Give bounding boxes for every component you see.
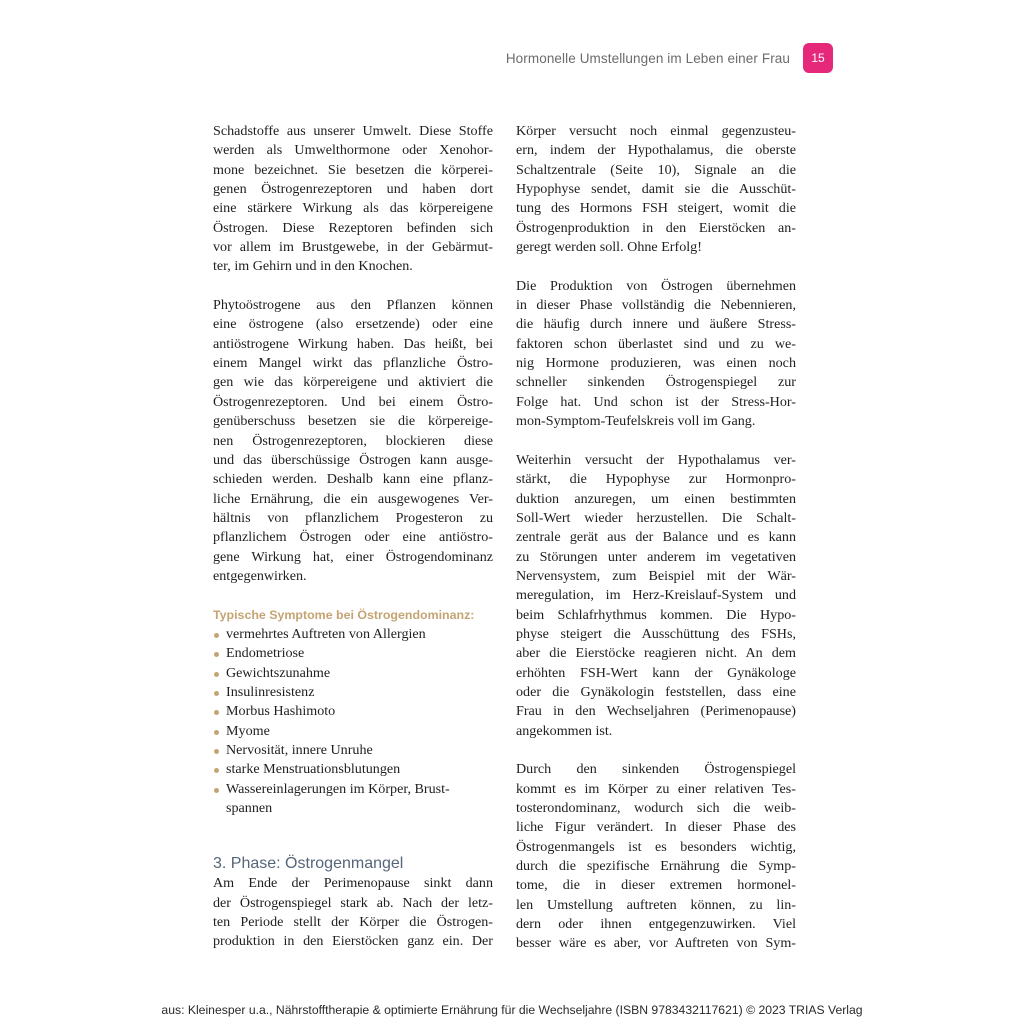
text-line: Östrogen. Diese Rezeptoren befinden sich xyxy=(213,219,493,236)
text-line: gene Wirkung hat, einer Östrogendominanz xyxy=(213,548,493,565)
text-line: die häufig durch innere und äußere Stress- xyxy=(516,316,796,333)
symptom-text: Nervosität, innere Unruhe xyxy=(226,742,373,758)
text-line: mone bezeichnet. Sie besetzen die körperei- xyxy=(213,161,493,178)
text-line: mon-Symptom-Teufelskreis voll im Gang. xyxy=(516,413,756,430)
text-line: Östrogenmangels ist es besonders wichtig, xyxy=(516,838,796,855)
symptom-text: vermehrtes Auftreten von Allergien xyxy=(226,625,426,642)
text-line: erhöhten FSH-Wert kann der Gynäkologe xyxy=(516,664,796,681)
text-line: ter, im Gehirn und in den Knochen. xyxy=(213,258,413,275)
text-line: antiöstrogene Wirkung haben. Das heißt, bei xyxy=(213,335,493,352)
text-line: Nervensystem, zum Beispiel mit der Wär- xyxy=(516,567,796,584)
text-line: schieden werden. Deshalb kann eine pflanz- xyxy=(213,471,493,488)
symptom-item xyxy=(213,664,493,683)
symptoms-heading: Typische Symptome bei Östrogendominanz: xyxy=(213,607,475,622)
text-line: aber die Eierstöcke reagieren nicht. An dem xyxy=(516,645,796,662)
body-paragraph xyxy=(516,277,796,432)
text-line: schneller sinkenden Östrogenspiegel zur xyxy=(516,374,796,391)
text-line: zu Störungen unter anderem im vegetativen xyxy=(516,548,796,565)
bullet-icon xyxy=(214,633,219,638)
left-column xyxy=(213,122,493,971)
text-line: tosterondominanz, wodurch sich die weib- xyxy=(516,800,796,817)
text-line: dern oder ihnen entgegenzuwirken. Viel xyxy=(516,916,796,933)
bullet-icon xyxy=(214,652,219,657)
text-line: duktion anzuregen, um einen bestimmten xyxy=(516,490,796,507)
text-line: geregt werden soll. Ohne Erfolg! xyxy=(516,239,702,256)
text-line: gen wie das körpereigene und aktiviert die xyxy=(213,374,493,391)
symptom-item xyxy=(213,722,493,741)
text-line: vor allem im Brustgewebe, in der Gebärmut- xyxy=(213,239,493,256)
text-line: angekommen ist. xyxy=(516,722,613,739)
symptom-item xyxy=(213,644,493,663)
symptom-text: spannen xyxy=(226,800,273,817)
text-line: genen Östrogenrezeptoren und haben dort xyxy=(213,181,493,198)
symptom-text: Wassereinlagerungen im Körper, Brust- xyxy=(226,780,450,797)
text-line: faktoren schon überlastet sind und zu we- xyxy=(516,335,796,352)
text-line: ten Periode stellt der Körper die Östrogen- xyxy=(213,914,493,931)
symptom-text: Gewichtszunahme xyxy=(226,664,331,681)
text-line: tung des Hormons FSH steigert, womit die xyxy=(516,200,796,217)
bullet-icon xyxy=(214,730,219,735)
text-line: Am Ende der Perimenopause sinkt dann xyxy=(213,875,493,892)
symptom-text: Morbus Hashimoto xyxy=(226,703,336,720)
body-paragraph xyxy=(213,296,493,586)
text-line: Soll-Wert wieder herzustellen. Die Schalt- xyxy=(516,509,796,526)
text-line: Schaltzentrale (Seite 10), Signale an die xyxy=(516,161,796,178)
body-paragraph xyxy=(213,122,493,277)
symptom-text: starke Menstruationsblutungen xyxy=(226,761,401,778)
text-line: hältnis von pflanzlichem Progesteron zu xyxy=(213,509,493,526)
text-line: Phytoöstrogene aus den Pflanzen können xyxy=(213,297,493,314)
section-paragraph xyxy=(213,874,493,951)
text-line: pflanzlichem Östrogen oder eine antiöstro- xyxy=(213,529,493,546)
bullet-icon xyxy=(214,788,219,793)
text-line: der Östrogenspiegel stark ab. Nach der letz- xyxy=(213,894,493,911)
symptom-item xyxy=(213,741,493,760)
text-line: nen Östrogenrezeptoren, blockieren diese xyxy=(213,432,493,449)
text-line: eine östrogene (also ersetzende) oder eine xyxy=(213,316,493,333)
symptom-item xyxy=(213,780,493,819)
text-line: nig Hormone produzieren, was einen noch xyxy=(516,355,796,372)
body-paragraph xyxy=(516,760,796,953)
symptom-text: Myome xyxy=(226,722,270,739)
text-line: Körper versucht noch einmal gegenzusteu- xyxy=(516,123,796,139)
text-line: oder die Gynäkologin feststellen, dass eine xyxy=(516,683,796,700)
footer-citation: aus: Kleinesper u.a., Nährstofftherapie & optimierte Ernährung für die Wechseljahre (ISBN 9783432117621) © 2023 TRIAS Verlag xyxy=(161,1003,863,1017)
running-header xyxy=(506,43,833,73)
bullet-icon xyxy=(214,749,219,754)
text-line: len Umstellung auftreten können, zu lin- xyxy=(516,896,796,913)
section-heading: 3. Phase: Östrogenmangel xyxy=(213,855,404,873)
text-line: beim Schlafrhythmus kommen. Die Hypo- xyxy=(516,606,796,623)
text-line: liche Ernährung, die ein ausgewogenes Ver- xyxy=(213,490,493,507)
bullet-icon xyxy=(214,768,219,773)
symptom-text: Insulinresistenz xyxy=(226,683,315,700)
right-column xyxy=(516,122,796,973)
symptom-item xyxy=(213,625,493,644)
running-title: Hormonelle Umstellungen im Leben einer Frau xyxy=(505,50,790,66)
text-line: stärkt, die Hypophyse zur Hormonpro- xyxy=(516,471,796,488)
symptom-list xyxy=(213,625,493,818)
text-line: Schadstoffe aus unserer Umwelt. Diese Stoffe xyxy=(213,123,493,139)
symptom-item xyxy=(213,702,493,721)
text-line: tome, die in dieser extremen hormonel- xyxy=(516,877,796,894)
text-line: physe steigert die Ausschüttung des FSHs, xyxy=(516,625,796,642)
text-line: Frau in den Wechseljahren (Perimenopause) xyxy=(516,703,796,720)
text-line: eine stärkere Wirkung als das körpereigene xyxy=(213,200,493,217)
symptom-item xyxy=(213,683,493,702)
text-line: werden als Umwelthormone oder Xenohor- xyxy=(213,142,493,159)
text-line: besser wäre es aber, vor Auftreten von Sym- xyxy=(516,935,796,952)
text-line: einem Mangel wirkt das pflanzliche Östro- xyxy=(213,355,493,372)
symptom-text: Endometriose xyxy=(226,645,305,662)
text-line: genüberschuss besetzen sie die körpereige- xyxy=(213,413,493,430)
text-line: Weiterhin versucht der Hypothalamus ver- xyxy=(516,451,796,468)
bullet-icon xyxy=(214,710,219,715)
text-line: Die Produktion von Östrogen übernehmen xyxy=(516,277,796,294)
text-line: kommt es im Körper zu einer relativen Tes- xyxy=(516,780,796,797)
text-line: Folge hat. Und schon ist der Stress-Hor- xyxy=(516,393,796,410)
text-line: meregulation, im Herz-Kreislauf-System und xyxy=(516,587,796,604)
text-line: entgegenwirken. xyxy=(213,567,307,584)
bullet-icon xyxy=(214,691,219,696)
text-line: Hypophyse sendet, damit sie die Ausschüt- xyxy=(516,181,796,198)
page-number-badge: 15 xyxy=(803,43,833,73)
text-line: durch die spezifische Ernährung die Symp- xyxy=(516,858,796,875)
text-line: Östrogenrezeptoren. Und bei einem Östro- xyxy=(213,393,493,410)
text-line: liche Figur verändert. In dieser Phase des xyxy=(516,819,796,836)
bullet-icon xyxy=(214,672,219,677)
text-line: in dieser Phase vollständig die Nebennieren, xyxy=(516,297,796,314)
symptom-item xyxy=(213,760,493,779)
text-line: Östrogenproduktion in den Eierstöcken an- xyxy=(516,219,796,236)
text-line: produktion in den Eierstöcken ganz ein. Der xyxy=(213,933,493,950)
body-paragraph xyxy=(516,122,796,257)
text-line: ern, indem der Hypothalamus, die oberste xyxy=(516,142,796,159)
body-paragraph xyxy=(516,451,796,741)
text-line: Durch den sinkenden Östrogenspiegel xyxy=(516,761,796,778)
text-line: und das überschüssige Östrogen kann ausge- xyxy=(213,451,493,468)
text-line: zentrale gerät aus der Balance und es kann xyxy=(516,529,796,546)
